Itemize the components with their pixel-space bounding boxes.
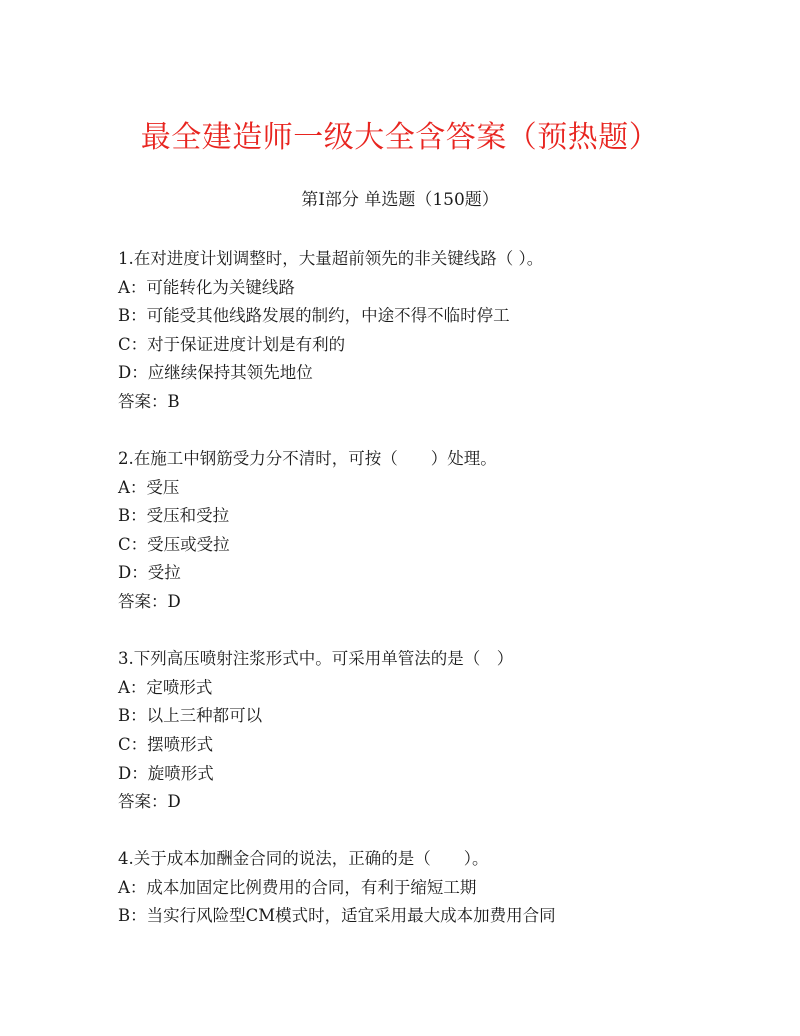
- section-title: 第Ⅰ部分 单选题（150题）: [301, 190, 499, 210]
- option-d: D：旋喷形式: [118, 763, 214, 783]
- question-3: [118, 645, 758, 817]
- option-a: A：受压: [118, 477, 180, 497]
- option-a: A：定喷形式: [118, 677, 213, 697]
- option-a: A：成本加固定比例费用的合同，有利于缩短工期: [118, 877, 477, 897]
- option-d: D：应继续保持其领先地位: [118, 363, 313, 383]
- question-4: [118, 845, 758, 931]
- option-b: B：当实行风险型CM模式时，适宜采用最大成本加费用合同: [118, 906, 556, 926]
- answer: 答案：B: [118, 391, 180, 411]
- question-stem: 4.关于成本加酬金合同的说法，正确的是（ ）。: [118, 849, 489, 869]
- option-a: A：可能转化为关键线路: [118, 277, 295, 297]
- option-b: B：受压和受拉: [118, 506, 230, 526]
- option-b: B：可能受其他线路发展的制约，中途不得不临时停工: [118, 306, 510, 326]
- question-stem: 3.下列高压喷射注浆形式中。可采用单管法的是（ ）: [118, 649, 514, 669]
- question-stem: 1.在对进度计划调整时，大量超前领先的非关键线路（ ）。: [118, 249, 544, 268]
- answer: 答案：D: [118, 792, 181, 812]
- answer: 答案：D: [118, 592, 181, 612]
- option-c: C：对于保证进度计划是有利的: [118, 334, 346, 354]
- page-title: 最全建造师一级大全含答案（预热题）: [140, 120, 660, 155]
- option-c: C：摆喷形式: [118, 734, 214, 754]
- question-1: [118, 245, 758, 417]
- option-b: B：以上三种都可以: [118, 706, 263, 726]
- option-c: C：受压或受拉: [118, 534, 230, 554]
- question-2: [118, 445, 758, 617]
- question-list: [118, 245, 758, 959]
- option-d: D：受拉: [118, 563, 181, 583]
- question-stem: 2.在施工中钢筋受力分不清时，可按（ ）处理。: [118, 449, 497, 469]
